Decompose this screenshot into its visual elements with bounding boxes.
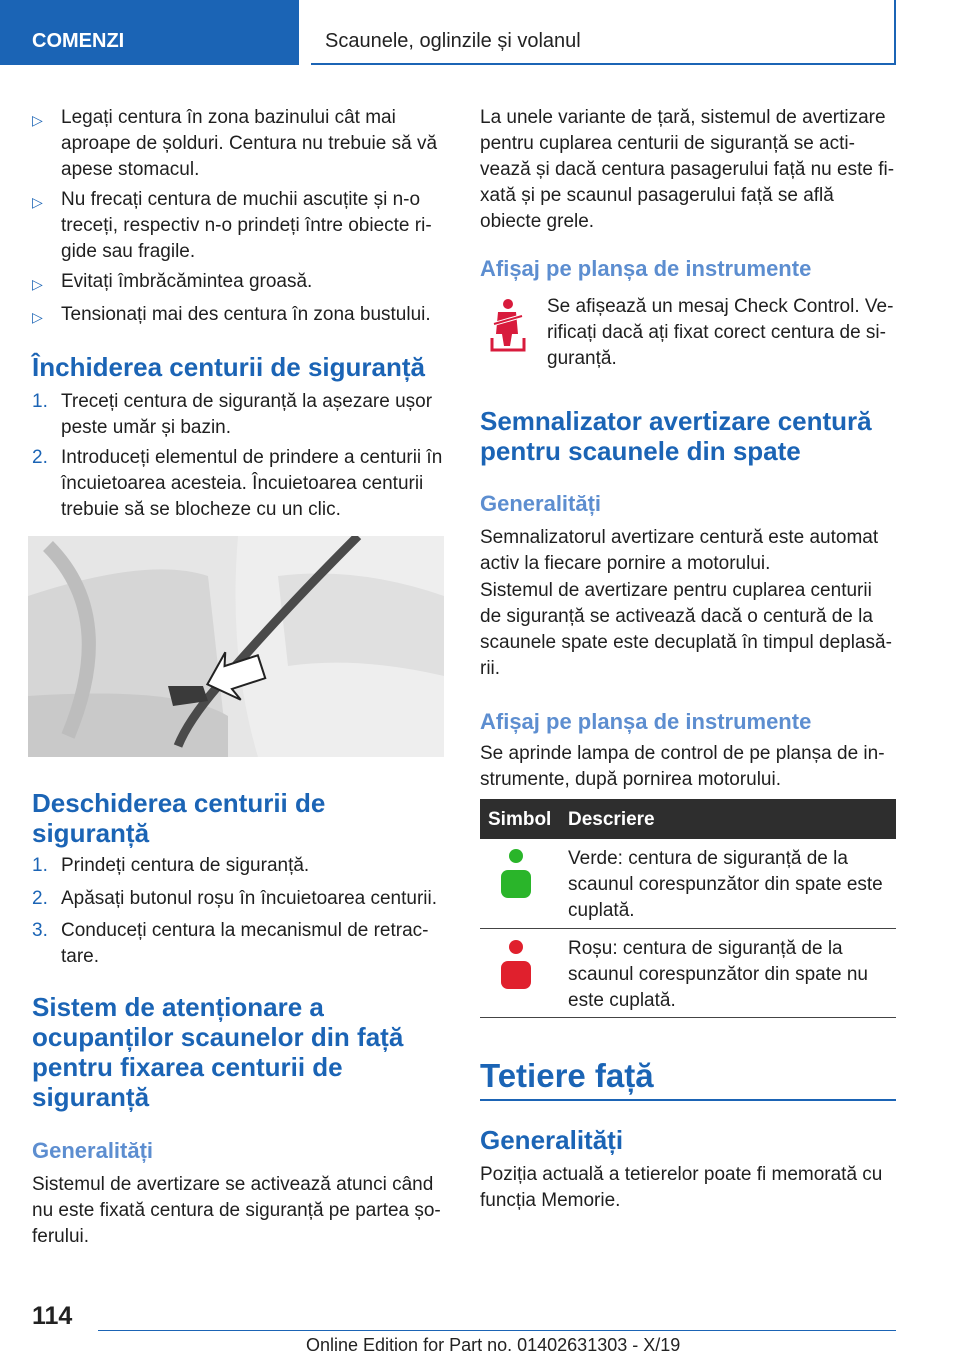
bullet-item [32,302,444,328]
page-number: 114 [32,1302,73,1330]
triangle-bullet-icon: ▷ [32,309,43,325]
triangle-bullet-icon: ▷ [32,194,43,210]
bullet-item [32,105,444,183]
table-row-divider [480,1017,896,1018]
bullet-text: Tensionați mai des centura în zona bustului. [61,304,431,325]
headrest-general-heading: Generalități [480,1125,624,1155]
open-step [32,853,444,879]
display-heading-2: Afișaj pe planșa de instrumente [480,709,812,734]
section-title: COMENZI [32,30,125,52]
step-text: Treceți centura de siguranță la așezare ușor peste umăr și bazin. [61,391,433,438]
bullet-item [32,187,444,265]
general-heading-left: Generalități [32,1138,154,1163]
column-header-symbol: Simbol [488,809,552,830]
bullet-item [32,269,444,295]
intro-text: La unele variante de țară, sistemul de avertizare pentru cuplarea centurii de siguranță se acti-vează și dacă centura pasagerului față nu este fi-xată și pe scaunul pasagerului față se află obiecte grele. [480,107,895,232]
step-text: Apăsați butonul roșu în încuietoarea centurii. [61,888,438,909]
bullet-text: Evitați îmbrăcămintea groasă. [61,271,313,292]
triangle-bullet-icon: ▷ [32,276,43,292]
bullet-text: Nu frecați centura de muchii ascuțite și n-o treceți, respectiv n-o prindeți între obiecte ri-gide sau fragile. [61,189,432,262]
seatbelt-warning-icon [488,298,528,352]
table-row-divider [480,928,896,929]
step-number: 3. [32,920,48,941]
section-tab [0,0,299,65]
display-text-1: Se afișează un mesaj Check Control. Ve-rificați dacă ați fixat corect centura de si-guranță. [547,296,894,369]
edition-text: Online Edition for Part no. 01402631303 - X/19 [306,1335,681,1355]
step-text: Conduceți centura la mecanismul de retrac-tare. [61,920,429,967]
footer-rule [98,1330,896,1331]
general-text-right-2: Sistemul de avertizare pentru cuplarea centurii de siguranță se activează dacă o centură de la scaunele spate este decuplată în timpul deplasă-rii. [480,580,892,679]
table-cell-description: Roșu: centura de siguranță de la scaunul corespunzător din spate nu este cuplată. [568,938,868,1011]
close-belt-heading: Închiderea centurii de siguranță [32,352,425,382]
table-header [480,799,896,839]
seat-belt-illustration [28,536,444,757]
table-cell-description: Verde: centura de siguranță de la scaunul corespunzător din spate este cuplată. [568,848,883,921]
open-belt-heading: Deschiderea centurii de siguranță [32,788,326,848]
red-seatbelt-indicator-icon [500,939,532,991]
bullet-text: Legați centura în zona bazinului cât mai aproape de șolduri. Centura nu trebuie să vă apese stomacul. [61,107,438,180]
step-text: Prindeți centura de siguranță. [61,855,310,876]
headrest-text: Poziția actuală a tetierelor poate fi memorată cu funcția Memorie. [480,1164,883,1211]
front-warning-heading: Sistem de atenționare a ocupanților scaunelor din față pentru fixarea centurii de siguranță [32,992,404,1112]
seat-belt-photo [28,536,444,757]
step-number: 1. [32,391,48,412]
step-number: 2. [32,888,48,909]
display-heading-1: Afișaj pe planșa de instrumente [480,256,812,281]
open-step [32,918,444,970]
open-step [32,886,444,912]
triangle-bullet-icon: ▷ [32,112,43,128]
general-heading-right: Generalități [480,491,602,516]
green-seatbelt-indicator-icon [500,848,532,900]
rear-warning-heading: Semnalizator avertizare centură pentru scaunele din spate [480,406,872,466]
general-text-right-1: Semnalizatorul avertizare centură este automat activ la fiecare pornire a motorului. [480,527,879,574]
heading-underline [480,1099,896,1101]
chapter-title: Scaunele, oglinzile și volanul [325,30,581,52]
display-text-2: Se aprinde lampa de control de pe planșa de in-strumente, după pornirea motorului. [480,743,885,790]
column-header-description: Descriere [568,809,655,830]
step-text: Introduceți elementul de prindere a centurii în încuietoarea acesteia. Încuietoarea centurii trebuie să se blocheze cu un clic. [61,447,443,520]
close-step [32,445,444,523]
close-step [32,389,444,441]
headrest-heading: Tetiere față [480,1057,654,1094]
general-text-left: Sistemul de avertizare se activează atunci când nu este fixată centura de siguranță pe partea șo-ferului. [32,1174,441,1247]
step-number: 2. [32,447,48,468]
step-number: 1. [32,855,48,876]
chapter-header [311,0,896,65]
